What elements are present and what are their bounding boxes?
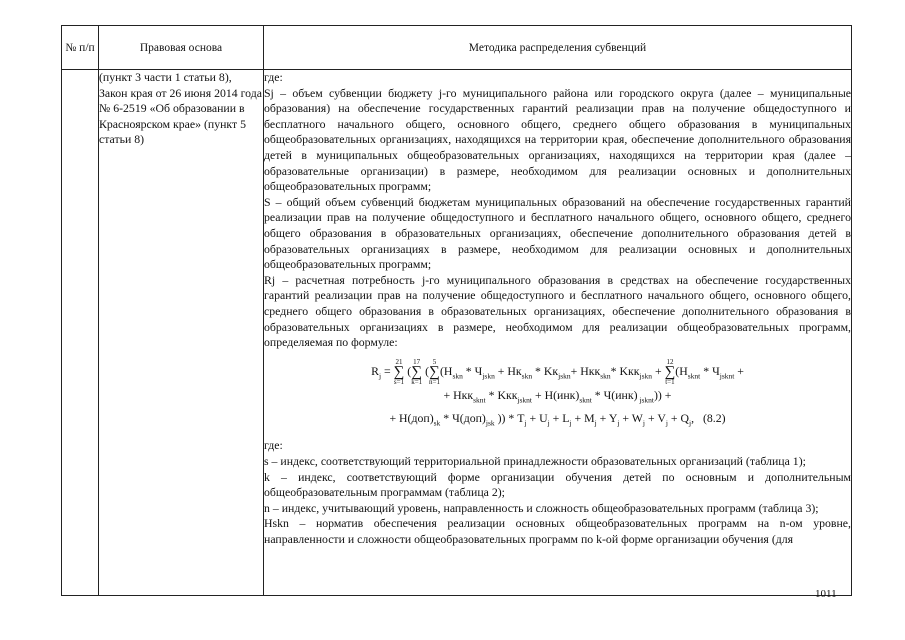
formula-line-2: + $Hкк_{sknt} * Kкк_{jsknt} + H(инк)_{sknt} * Ч(инк) _{jsknt}$)) + — [443, 387, 672, 405]
para-s: S – общий объем субвенций бюджетам муниципальных образований на обеспечение государственных гарантий реализации прав на получение общедоступного и бесплатного начального общего, основного общего, среднего общего образования в образовательных организациях, обеспечение дополнительного образования детей в образовательных организациях в размере, необходимом для реализации основных и дополнительных общеобразовательных программ; — [264, 194, 851, 272]
formula-8-2 — [264, 359, 851, 433]
sum-s: 21 ∑ s=1 — [393, 357, 405, 386]
cell-methodology — [264, 70, 852, 596]
formula-number: (8.2) — [702, 411, 726, 426]
formula-line-3: + $H(доп)_{sk} * Ч(доп)_{jsk}$ )) * $T_j + U_j + L_j + M_j + Y_j + W_j + V_j + Q_j$, (8.2) — [389, 411, 726, 428]
para-n-index: n – индекс, учитывающий уровень, направленность и сложность общеобразовательных программ (таблица 3); — [264, 500, 819, 515]
table-row — [62, 70, 852, 596]
para-k-index: k – индекс, соответствующий форме организации обучения детей по основным и дополнительным общеобразовательным программам (таблица 2); — [264, 469, 851, 500]
table-header-row — [62, 26, 852, 70]
sum-n: 5 ∑ n=1 — [429, 357, 440, 386]
para-sj: Sj – объем субвенции бюджету j-го муниципального района или городского округа (далее – муниципальные образования) на обеспечение государственных гарантий реализации прав на получение общедоступного и бесплатного начального общего, основного общего, среднего общего образования в муниципальных общеобразовательных организациях, находящихся на территории края, обеспечение дополнительного образования детей в муниципальных общеобразовательных организациях, находящихся на территории края (далее – образовательные организации) в размере, необходимом для реализации основных и дополнительных общеобразовательных программ; — [264, 85, 851, 194]
formula-line-1: $R_j$ = 21 ∑ s=1 ( 17 ∑ k=1 ( 5 ∑ n=1 ($H_{skn} * Ч_{jskn} + Hк_{skn} * Kк_{jskn}+ Hкк_{skn}*$ Kкк$_{jskn}$ + 12 ∑ t=1 ($H_{sknt} * Ч_{jsknt}$ + — [371, 357, 744, 386]
subsidy-table — [61, 25, 852, 596]
cell-legal-basis: (пункт 3 части 1 статьи 8), Закон края от 26 июня 2014 года № 6-2519 «Об образовании в Красноярском крае» (пункт 5 статьи 8) — [99, 70, 264, 596]
text-where-2: где: — [264, 438, 283, 453]
para-rj: Rj – расчетная потребность j-го муниципального образования в средствах на обеспечение государственных гарантий реализации прав на получение общедоступного и бесплатного начального общего, основного общего, среднего общего образования в образовательных организациях, обеспечение дополнительного образования в образовательных организациях в размере, необходимом для реализации общеобразовательных программ, определяемая по формуле: — [264, 272, 851, 350]
cell-number — [62, 70, 99, 596]
para-s-index: s – индекс, соответствующий территориальной принадлежности образовательных организаций (таблица 1); — [264, 454, 806, 468]
para-hskn: Hskn – норматив обеспечения реализации основных общеобразовательных программ на n-ом уровне, направленности и сложности общеобразовательных программ по k-ой форме организации обучения (для — [264, 516, 851, 546]
sum-k: 17 ∑ k=1 — [411, 357, 423, 386]
header-methodology: Методика распределения субвенций — [264, 26, 852, 70]
text-where-1: где: — [264, 70, 283, 84]
sum-t: 12 ∑ t=1 — [664, 357, 676, 386]
page-number: 1011 — [815, 588, 837, 600]
header-legal-basis: Правовая основа — [99, 26, 264, 70]
header-number: № п/п — [62, 26, 99, 70]
